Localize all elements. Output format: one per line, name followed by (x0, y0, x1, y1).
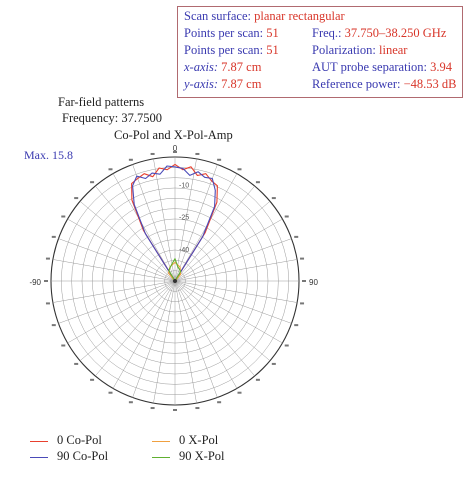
radial-label: -40 (179, 246, 190, 254)
rim-tick (151, 153, 155, 155)
rim-tick (151, 407, 155, 409)
legend-item-90-x-pol: 90 X-Pol (152, 449, 225, 464)
rim-tick (46, 302, 50, 304)
rim-tick (173, 409, 177, 411)
rim-tick (294, 236, 298, 238)
chart-subtitle: Co-Pol and X-Pol-Amp (114, 128, 233, 142)
radial-label: -10 (179, 182, 190, 190)
legend-swatch (30, 441, 48, 442)
max-value-label: Max. 15.8 (24, 148, 73, 162)
rim-tick (195, 153, 199, 155)
info-scan-surface: Scan surface: planar rectangular (184, 9, 345, 23)
rim-tick (217, 159, 221, 161)
center-point (173, 279, 177, 283)
legend-item-0-x-pol: 0 X-Pol (152, 433, 218, 448)
info-points-per-scan-y: Points per scan: 51 (184, 43, 279, 57)
rim-tick (74, 197, 78, 199)
rim-tick (129, 159, 133, 161)
radial-label: -25 (179, 214, 190, 222)
rim-tick (238, 168, 242, 170)
legend-swatch (30, 457, 48, 458)
angle-label: 90 (309, 278, 318, 287)
info-reference-power: Reference power: −48.53 dB (312, 77, 457, 91)
rim-tick (272, 197, 276, 199)
rim-tick (61, 345, 65, 347)
rim-tick (300, 302, 304, 304)
rim-tick (44, 280, 48, 282)
rim-tick (256, 379, 260, 381)
rim-tick (46, 258, 50, 260)
rim-tick (52, 324, 56, 326)
rim-tick (302, 280, 306, 282)
rim-tick (61, 216, 65, 218)
legend-swatch (152, 457, 170, 458)
rim-tick (90, 379, 94, 381)
rim-tick (238, 392, 242, 394)
info-y-axis: y-axis: 7.87 cm (184, 77, 262, 91)
rim-tick (90, 181, 94, 183)
rim-tick (256, 181, 260, 183)
rim-tick (109, 392, 113, 394)
info-polarization: Polarization: linear (312, 43, 408, 57)
angle-label: -90 (29, 278, 41, 287)
info-probe-separation: AUT probe separation: 3.94 (312, 60, 453, 74)
info-frequency: Freq.: 37.750–38.250 GHz (312, 26, 447, 40)
rim-tick (217, 401, 221, 403)
rim-tick (272, 363, 276, 365)
rim-tick (74, 363, 78, 365)
info-x-axis: x-axis: 7.87 cm (184, 60, 262, 74)
far-field-title: Far-field patterns (58, 95, 145, 109)
rim-tick (294, 324, 298, 326)
legend-swatch (152, 441, 170, 442)
info-points-per-scan-x: Points per scan: 51 (184, 26, 279, 40)
rim-tick (109, 168, 113, 170)
legend-item-0-co-pol: 0 Co-Pol (30, 433, 102, 448)
rim-tick (195, 407, 199, 409)
rim-tick (52, 236, 56, 238)
rim-tick (300, 258, 304, 260)
frequency-label: Frequency: 37.7500 (62, 111, 162, 125)
rim-tick (285, 345, 289, 347)
rim-tick (285, 216, 289, 218)
angle-label: 0 (172, 144, 178, 153)
rim-tick (129, 401, 133, 403)
legend-item-90-co-pol: 90 Co-Pol (30, 449, 108, 464)
